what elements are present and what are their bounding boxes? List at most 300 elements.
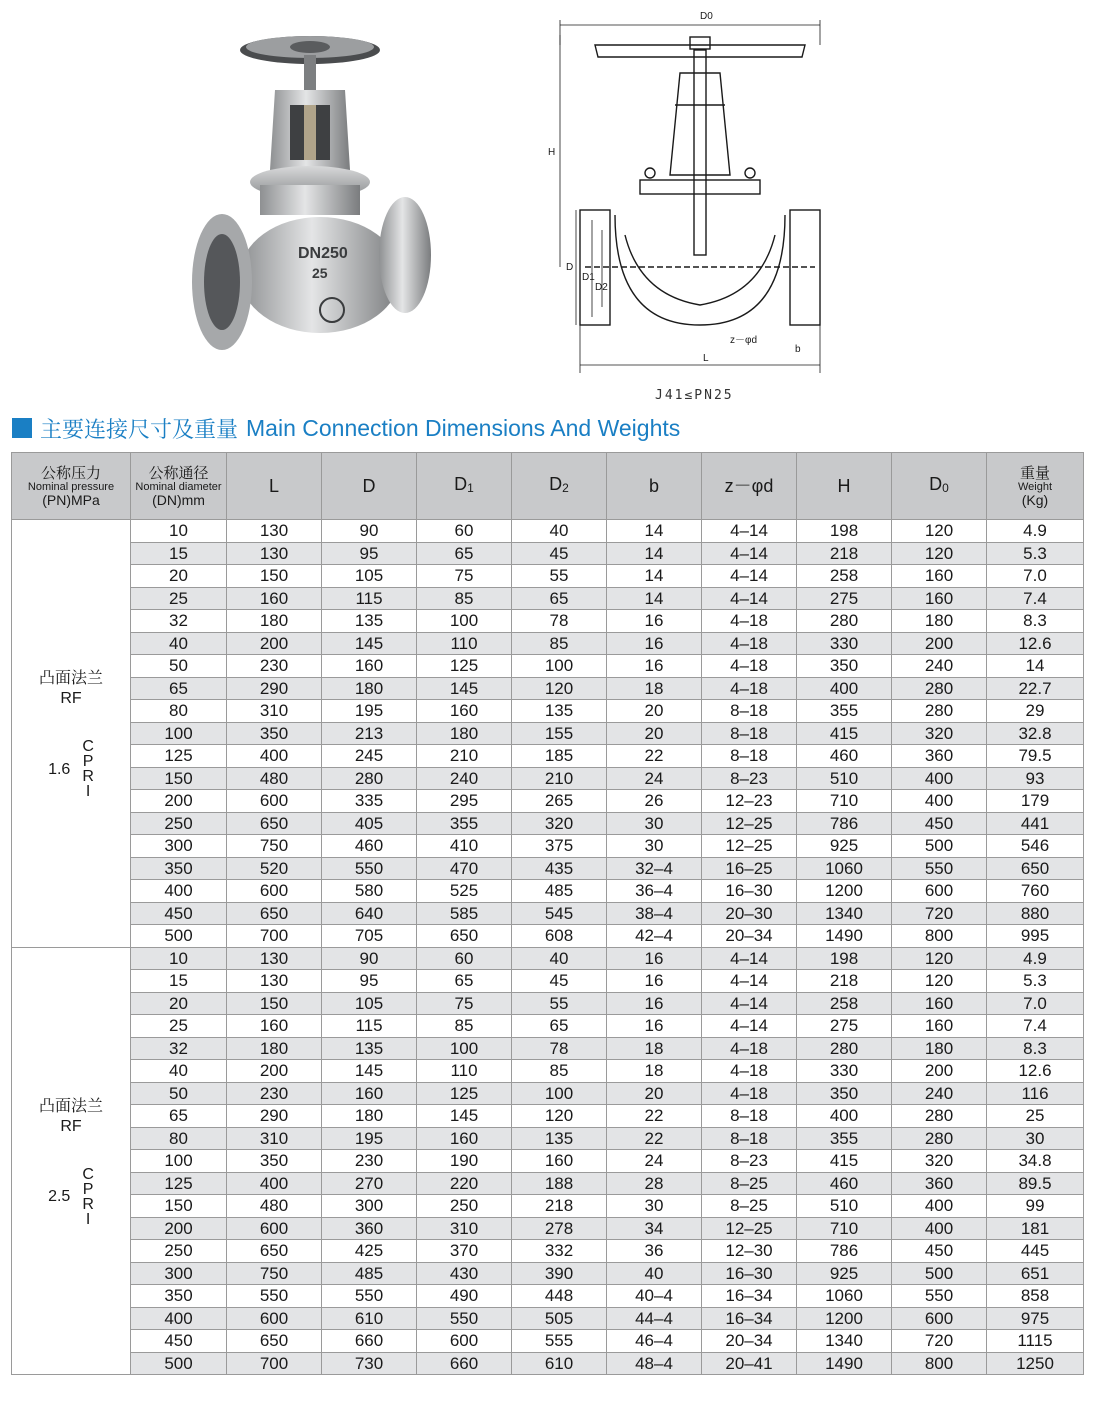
cell-weight: 8.3 — [987, 610, 1084, 633]
cell-d0: 280 — [892, 700, 987, 723]
cell-d: 90 — [322, 947, 417, 970]
cell-d2: 610 — [512, 1352, 607, 1375]
cell-dn: 10 — [131, 520, 227, 543]
cell-dn: 150 — [131, 767, 227, 790]
cell-dn: 80 — [131, 700, 227, 723]
cell-dn: 400 — [131, 880, 227, 903]
cell-b: 16 — [607, 947, 702, 970]
cell-d1: 585 — [417, 902, 512, 925]
cell-weight: 30 — [987, 1127, 1084, 1150]
cell-h: 350 — [797, 1082, 892, 1105]
cell-weight: 93 — [987, 767, 1084, 790]
cell-b: 30 — [607, 812, 702, 835]
cell-d1: 125 — [417, 655, 512, 678]
table-row — [12, 857, 1084, 880]
header-d1: $D_1$ — [417, 453, 512, 520]
cell-d2: 40 — [512, 947, 607, 970]
cell-d2: 55 — [512, 565, 607, 588]
cell-d1: 145 — [417, 1105, 512, 1128]
table-row — [12, 1352, 1084, 1375]
cell-d: 180 — [322, 677, 417, 700]
cell-d2: 135 — [512, 1127, 607, 1150]
table-row — [12, 790, 1084, 813]
header-l: L — [227, 453, 322, 520]
cell-d: 213 — [322, 722, 417, 745]
cell-dn: 450 — [131, 1330, 227, 1353]
cell-d0: 720 — [892, 902, 987, 925]
cell-b: 30 — [607, 835, 702, 858]
cell-l: 160 — [227, 587, 322, 610]
cell-d1: 550 — [417, 1307, 512, 1330]
cell-l: 650 — [227, 812, 322, 835]
cell-d0: 600 — [892, 880, 987, 903]
cell-weight: 179 — [987, 790, 1084, 813]
cell-h: 710 — [797, 790, 892, 813]
cell-b: 14 — [607, 520, 702, 543]
cell-weight: 650 — [987, 857, 1084, 880]
header-b: b — [607, 453, 702, 520]
cell-z-phi-d: 8–18 — [702, 745, 797, 768]
cell-d0: 450 — [892, 812, 987, 835]
table-row — [12, 947, 1084, 970]
cell-d1: 650 — [417, 925, 512, 948]
cell-weight: 7.0 — [987, 565, 1084, 588]
flange-type-cn: 凸面法兰 — [38, 1095, 103, 1115]
cell-h: 1340 — [797, 902, 892, 925]
cell-z-phi-d: 4–18 — [702, 610, 797, 633]
cell-l: 180 — [227, 1037, 322, 1060]
cell-dn: 450 — [131, 902, 227, 925]
cell-l: 550 — [227, 1285, 322, 1308]
cell-dn: 125 — [131, 745, 227, 768]
cell-weight: 89.5 — [987, 1172, 1084, 1195]
cell-l: 520 — [227, 857, 322, 880]
valve-dimension-drawing — [540, 5, 840, 385]
cell-l: 600 — [227, 790, 322, 813]
cell-h: 218 — [797, 970, 892, 993]
cell-h: 280 — [797, 1037, 892, 1060]
cell-z-phi-d: 20–41 — [702, 1352, 797, 1375]
table-row — [12, 1127, 1084, 1150]
cell-d0: 160 — [892, 587, 987, 610]
table-row — [12, 1240, 1084, 1263]
cell-b: 18 — [607, 1060, 702, 1083]
cell-l: 310 — [227, 1127, 322, 1150]
cell-l: 180 — [227, 610, 322, 633]
table-row — [12, 1262, 1084, 1285]
cell-h: 1060 — [797, 857, 892, 880]
header-d: D — [322, 453, 417, 520]
section-title-cn: 主要连接尺寸及重量 — [40, 417, 239, 443]
cell-h: 275 — [797, 587, 892, 610]
cell-l: 750 — [227, 835, 322, 858]
cell-h: 510 — [797, 767, 892, 790]
cell-dn: 80 — [131, 1127, 227, 1150]
cell-dn: 50 — [131, 655, 227, 678]
pressure-group-cell — [12, 520, 131, 948]
header-d0: $D_0$ — [892, 453, 987, 520]
cell-d1: 85 — [417, 1015, 512, 1038]
cell-b: 22 — [607, 1127, 702, 1150]
cell-z-phi-d: 4–18 — [702, 1060, 797, 1083]
material-letter: C — [82, 738, 94, 756]
table-row — [12, 542, 1084, 565]
cell-d0: 320 — [892, 722, 987, 745]
cell-d0: 160 — [892, 992, 987, 1015]
cell-h: 510 — [797, 1195, 892, 1218]
cell-dn: 400 — [131, 1307, 227, 1330]
header-weight: 重量 Weight (Kg) — [987, 453, 1084, 520]
cell-l: 350 — [227, 722, 322, 745]
cell-d1: 370 — [417, 1240, 512, 1263]
cell-d2: 375 — [512, 835, 607, 858]
cell-d1: 470 — [417, 857, 512, 880]
cell-l: 480 — [227, 1195, 322, 1218]
cell-z-phi-d: 8–18 — [702, 700, 797, 723]
cell-weight: 7.0 — [987, 992, 1084, 1015]
cell-d1: 295 — [417, 790, 512, 813]
cell-b: 38–4 — [607, 902, 702, 925]
cell-z-phi-d: 12–25 — [702, 835, 797, 858]
cell-d: 180 — [322, 1105, 417, 1128]
table-row — [12, 925, 1084, 948]
cell-h: 415 — [797, 722, 892, 745]
flange-type-rf: RF — [60, 1117, 82, 1135]
cell-weight: 116 — [987, 1082, 1084, 1105]
cell-h: 280 — [797, 610, 892, 633]
material-letter: R — [82, 768, 94, 786]
cell-d1: 310 — [417, 1217, 512, 1240]
cell-h: 400 — [797, 1105, 892, 1128]
cell-z-phi-d: 4–18 — [702, 632, 797, 655]
cell-l: 650 — [227, 1330, 322, 1353]
cell-d2: 100 — [512, 1082, 607, 1105]
table-row — [12, 587, 1084, 610]
cell-dn: 20 — [131, 565, 227, 588]
cell-l: 700 — [227, 925, 322, 948]
flange-type-rf: RF — [60, 690, 82, 708]
cell-d0: 280 — [892, 1105, 987, 1128]
cell-h: 198 — [797, 520, 892, 543]
cell-d1: 100 — [417, 1037, 512, 1060]
cell-h: 1200 — [797, 880, 892, 903]
cell-d: 660 — [322, 1330, 417, 1353]
cell-d2: 100 — [512, 655, 607, 678]
cell-d: 280 — [322, 767, 417, 790]
cell-z-phi-d: 16–25 — [702, 857, 797, 880]
cell-d: 300 — [322, 1195, 417, 1218]
cell-d: 135 — [322, 1037, 417, 1060]
diagram-label-d2: D2 — [595, 282, 608, 293]
cell-d: 640 — [322, 902, 417, 925]
table-row — [12, 1217, 1084, 1240]
cell-d0: 240 — [892, 655, 987, 678]
cell-d2: 505 — [512, 1307, 607, 1330]
cell-l: 160 — [227, 1015, 322, 1038]
cell-d: 95 — [322, 542, 417, 565]
cell-d2: 218 — [512, 1195, 607, 1218]
cell-d0: 360 — [892, 745, 987, 768]
cell-d2: 278 — [512, 1217, 607, 1240]
cell-dn: 25 — [131, 587, 227, 610]
material-letter: P — [82, 753, 94, 771]
cell-z-phi-d: 12–25 — [702, 1217, 797, 1240]
table-row — [12, 520, 1084, 543]
cell-d1: 250 — [417, 1195, 512, 1218]
cell-d1: 220 — [417, 1172, 512, 1195]
cell-d2: 85 — [512, 632, 607, 655]
cell-d0: 450 — [892, 1240, 987, 1263]
cell-d1: 160 — [417, 1127, 512, 1150]
cell-h: 1490 — [797, 925, 892, 948]
cell-dn: 250 — [131, 1240, 227, 1263]
cell-d0: 400 — [892, 790, 987, 813]
cell-d2: 65 — [512, 1015, 607, 1038]
table-row — [12, 700, 1084, 723]
cell-l: 350 — [227, 1150, 322, 1173]
cell-b: 20 — [607, 722, 702, 745]
table-row — [12, 992, 1084, 1015]
diagram-label-l: L — [703, 353, 709, 364]
cell-dn: 10 — [131, 947, 227, 970]
cell-d: 730 — [322, 1352, 417, 1375]
cell-dn: 125 — [131, 1172, 227, 1195]
cell-d0: 800 — [892, 925, 987, 948]
cell-dn: 250 — [131, 812, 227, 835]
cell-z-phi-d: 16–30 — [702, 880, 797, 903]
cell-d2: 45 — [512, 542, 607, 565]
cell-d: 245 — [322, 745, 417, 768]
header-nominal-pressure: 公称压力 Nominal pressure (PN)MPa — [12, 453, 131, 520]
cell-d1: 490 — [417, 1285, 512, 1308]
pressure-group-cell — [12, 947, 131, 1375]
cell-dn: 15 — [131, 542, 227, 565]
cell-h: 355 — [797, 1127, 892, 1150]
cell-l: 150 — [227, 565, 322, 588]
cell-dn: 25 — [131, 1015, 227, 1038]
cell-b: 18 — [607, 1037, 702, 1060]
cell-weight: 12.6 — [987, 1060, 1084, 1083]
table-row — [12, 1285, 1084, 1308]
cell-h: 415 — [797, 1150, 892, 1173]
cell-d: 485 — [322, 1262, 417, 1285]
cell-d1: 430 — [417, 1262, 512, 1285]
cell-dn: 500 — [131, 1352, 227, 1375]
cell-b: 34 — [607, 1217, 702, 1240]
cell-l: 600 — [227, 1217, 322, 1240]
cell-weight: 79.5 — [987, 745, 1084, 768]
cell-d2: 45 — [512, 970, 607, 993]
cell-dn: 100 — [131, 1150, 227, 1173]
cell-z-phi-d: 12–25 — [702, 812, 797, 835]
cell-b: 28 — [607, 1172, 702, 1195]
cell-d: 95 — [322, 970, 417, 993]
cell-h: 258 — [797, 565, 892, 588]
cell-z-phi-d: 16–34 — [702, 1285, 797, 1308]
cell-d: 705 — [322, 925, 417, 948]
cell-d1: 65 — [417, 542, 512, 565]
cell-l: 650 — [227, 902, 322, 925]
cell-d0: 320 — [892, 1150, 987, 1173]
cell-dn: 500 — [131, 925, 227, 948]
cell-b: 22 — [607, 1105, 702, 1128]
header-h: H — [797, 453, 892, 520]
pressure-value: 2.5 — [48, 1188, 71, 1206]
cell-b: 14 — [607, 587, 702, 610]
cell-weight: 760 — [987, 880, 1084, 903]
cell-d2: 545 — [512, 902, 607, 925]
valve-photo — [180, 20, 440, 380]
header-d2: $D_2$ — [512, 453, 607, 520]
cell-d: 115 — [322, 587, 417, 610]
cell-l: 290 — [227, 1105, 322, 1128]
cell-l: 230 — [227, 1082, 322, 1105]
cell-d1: 240 — [417, 767, 512, 790]
header-nominal-diameter: 公称通径 Nominal diameter (DN)mm — [131, 453, 227, 520]
cell-weight: 12.6 — [987, 632, 1084, 655]
cell-d0: 120 — [892, 542, 987, 565]
cell-h: 925 — [797, 835, 892, 858]
cell-b: 18 — [607, 677, 702, 700]
cell-weight: 7.4 — [987, 1015, 1084, 1038]
table-row — [12, 1150, 1084, 1173]
cell-d: 460 — [322, 835, 417, 858]
cell-b: 42–4 — [607, 925, 702, 948]
cell-h: 350 — [797, 655, 892, 678]
table-row — [12, 632, 1084, 655]
cell-z-phi-d: 4–14 — [702, 520, 797, 543]
cell-z-phi-d: 4–14 — [702, 565, 797, 588]
cell-d0: 400 — [892, 767, 987, 790]
cell-z-phi-d: 8–18 — [702, 1127, 797, 1150]
cell-d: 405 — [322, 812, 417, 835]
cell-d2: 160 — [512, 1150, 607, 1173]
table-row — [12, 767, 1084, 790]
cell-d2: 608 — [512, 925, 607, 948]
cell-l: 230 — [227, 655, 322, 678]
cell-d0: 200 — [892, 632, 987, 655]
cell-d2: 65 — [512, 587, 607, 610]
cell-d2: 435 — [512, 857, 607, 880]
cell-b: 44–4 — [607, 1307, 702, 1330]
cell-d1: 180 — [417, 722, 512, 745]
cell-weight: 22.7 — [987, 677, 1084, 700]
cell-d2: 265 — [512, 790, 607, 813]
cell-weight: 7.4 — [987, 587, 1084, 610]
cell-weight: 975 — [987, 1307, 1084, 1330]
cell-d0: 240 — [892, 1082, 987, 1105]
cell-d0: 120 — [892, 970, 987, 993]
cell-dn: 65 — [131, 677, 227, 700]
cell-d0: 400 — [892, 1217, 987, 1240]
cell-z-phi-d: 20–30 — [702, 902, 797, 925]
cell-weight: 5.3 — [987, 970, 1084, 993]
cell-z-phi-d: 4–18 — [702, 655, 797, 678]
cell-l: 400 — [227, 745, 322, 768]
cell-d0: 200 — [892, 1060, 987, 1083]
table-row — [12, 812, 1084, 835]
cell-d2: 120 — [512, 677, 607, 700]
cell-dn: 40 — [131, 632, 227, 655]
cell-weight: 858 — [987, 1285, 1084, 1308]
table-row — [12, 1082, 1084, 1105]
cell-d0: 550 — [892, 1285, 987, 1308]
table-row — [12, 880, 1084, 903]
cell-d1: 600 — [417, 1330, 512, 1353]
cell-b: 16 — [607, 632, 702, 655]
cell-h: 1340 — [797, 1330, 892, 1353]
cell-l: 700 — [227, 1352, 322, 1375]
cell-d: 135 — [322, 610, 417, 633]
cell-z-phi-d: 4–14 — [702, 587, 797, 610]
flange-type-cn: 凸面法兰 — [38, 668, 103, 688]
cell-l: 750 — [227, 1262, 322, 1285]
cell-h: 460 — [797, 1172, 892, 1195]
cell-d: 90 — [322, 520, 417, 543]
cell-d0: 500 — [892, 835, 987, 858]
header-z-phi-d: z－φd — [702, 453, 797, 520]
cell-d1: 355 — [417, 812, 512, 835]
cell-weight: 4.9 — [987, 947, 1084, 970]
cell-l: 650 — [227, 1240, 322, 1263]
cell-d1: 210 — [417, 745, 512, 768]
cell-d0: 800 — [892, 1352, 987, 1375]
cell-d: 550 — [322, 1285, 417, 1308]
cell-weight: 445 — [987, 1240, 1084, 1263]
cell-d1: 60 — [417, 947, 512, 970]
cell-h: 1060 — [797, 1285, 892, 1308]
material-letter: I — [85, 1210, 91, 1228]
cell-z-phi-d: 8–23 — [702, 1150, 797, 1173]
cell-d: 105 — [322, 565, 417, 588]
photo-marking-rating: 25 — [312, 265, 328, 281]
cell-dn: 40 — [131, 1060, 227, 1083]
cell-d0: 550 — [892, 857, 987, 880]
drawing-caption: J41≤PN25 — [655, 388, 734, 403]
cell-d1: 110 — [417, 632, 512, 655]
cell-weight: 99 — [987, 1195, 1084, 1218]
material-letter: P — [82, 1180, 94, 1198]
table-row — [12, 1307, 1084, 1330]
cell-d1: 85 — [417, 587, 512, 610]
section-heading — [12, 412, 680, 444]
cell-d0: 180 — [892, 1037, 987, 1060]
cell-d0: 600 — [892, 1307, 987, 1330]
pressure-value: 1.6 — [48, 760, 71, 778]
cell-b: 16 — [607, 655, 702, 678]
cell-d: 550 — [322, 857, 417, 880]
cell-l: 130 — [227, 542, 322, 565]
cell-h: 400 — [797, 677, 892, 700]
cell-d: 610 — [322, 1307, 417, 1330]
table-row — [12, 1172, 1084, 1195]
cell-z-phi-d: 16–34 — [702, 1307, 797, 1330]
cell-b: 40–4 — [607, 1285, 702, 1308]
cell-b: 26 — [607, 790, 702, 813]
material-letter: C — [82, 1165, 94, 1183]
cell-h: 786 — [797, 812, 892, 835]
cell-d2: 448 — [512, 1285, 607, 1308]
photo-marking-dn: DN250 — [298, 245, 348, 262]
cell-d1: 410 — [417, 835, 512, 858]
cell-l: 200 — [227, 632, 322, 655]
cell-h: 710 — [797, 1217, 892, 1240]
cell-d0: 120 — [892, 520, 987, 543]
cell-z-phi-d: 8–23 — [702, 767, 797, 790]
cell-dn: 20 — [131, 992, 227, 1015]
cell-d1: 65 — [417, 970, 512, 993]
table-row — [12, 902, 1084, 925]
